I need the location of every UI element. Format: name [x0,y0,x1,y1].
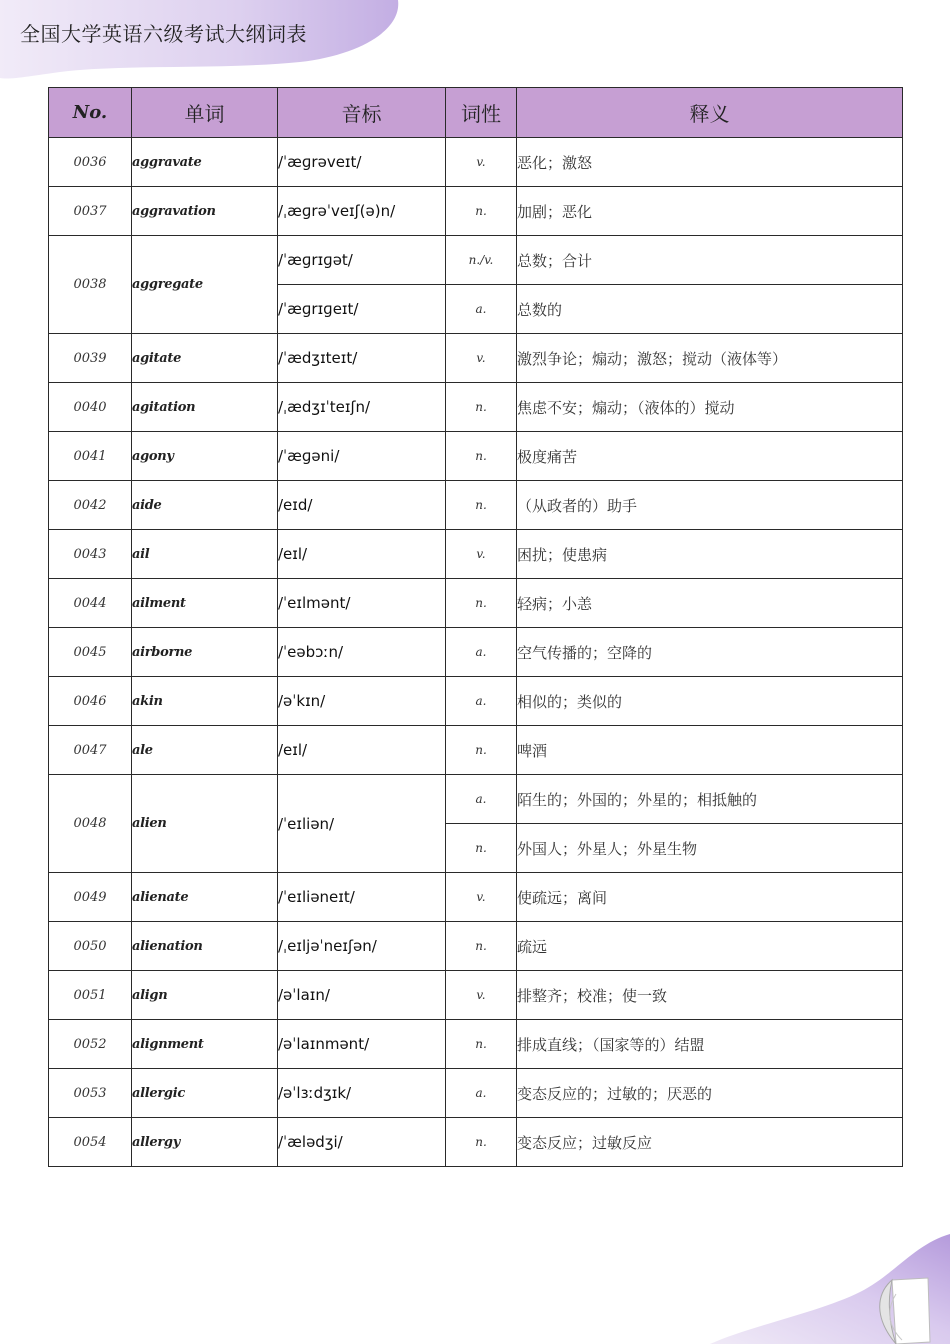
table-row [49,1020,903,1069]
entry-phonetic: /ˈæɡəni/ [278,432,446,481]
entry-meaning: 相似的；类似的 [517,677,903,726]
entry-phonetic: /əˈlaɪnmənt/ [278,1020,446,1069]
entry-number: 0048 [49,775,132,873]
table-row [49,628,903,677]
entry-word: alienation [132,922,278,971]
entry-phonetic: /əˈkɪn/ [278,677,446,726]
table-row [49,187,903,236]
entry-part-of-speech: n./v. [446,236,517,285]
entry-part-of-speech: n. [446,726,517,775]
entry-part-of-speech: n. [446,432,517,481]
table-row [49,481,903,530]
entry-word: aggravate [132,138,278,187]
entry-meaning: 排成直线；（国家等的）结盟 [517,1020,903,1069]
entry-number: 0053 [49,1069,132,1118]
entry-phonetic: /əˈlɜːdʒɪk/ [278,1069,446,1118]
entry-meaning: 啤酒 [517,726,903,775]
entry-number: 0044 [49,579,132,628]
entry-word: ail [132,530,278,579]
entry-meaning: 焦虑不安；煽动；（液体的）搅动 [517,383,903,432]
entry-number: 0039 [49,334,132,383]
entry-meaning: 极度痛苦 [517,432,903,481]
table-header-row [49,88,903,138]
entry-meaning: （从政者的）助手 [517,481,903,530]
entry-phonetic: /ˌeɪljəˈneɪʃən/ [278,922,446,971]
column-header-phonetic: 音标 [278,88,446,138]
entry-meaning: 轻病；小恙 [517,579,903,628]
entry-phonetic: /əˈlaɪn/ [278,971,446,1020]
table-row [49,236,903,285]
entry-phonetic: /ˌædʒɪˈteɪʃn/ [278,383,446,432]
entry-phonetic: /ˈeəbɔːn/ [278,628,446,677]
entry-number: 0051 [49,971,132,1020]
table-row [49,922,903,971]
column-header-word: 单词 [132,88,278,138]
entry-number: 0050 [49,922,132,971]
table-body [49,138,903,1167]
table-row [49,334,903,383]
entry-meaning: 总数；合计 [517,236,903,285]
entry-part-of-speech: n. [446,922,517,971]
entry-number: 0040 [49,383,132,432]
entry-meaning: 变态反应；过敏反应 [517,1118,903,1167]
column-header-no: No. [49,88,132,138]
entry-meaning: 激烈争论；煽动；激怒；搅动（液体等） [517,334,903,383]
column-header-meaning: 释义 [517,88,903,138]
table-row [49,1069,903,1118]
entry-number: 0038 [49,236,132,334]
entry-word: aide [132,481,278,530]
entry-part-of-speech: a. [446,285,517,334]
entry-part-of-speech: n. [446,579,517,628]
column-header-pos: 词性 [446,88,517,138]
table-row [49,432,903,481]
entry-meaning: 外国人；外星人；外星生物 [517,824,903,873]
entry-word: aggravation [132,187,278,236]
table-row [49,138,903,187]
table-row [49,579,903,628]
entry-meaning: 陌生的；外国的；外星的；相抵触的 [517,775,903,824]
entry-word: allergy [132,1118,278,1167]
entry-word: ailment [132,579,278,628]
entry-part-of-speech: n. [446,383,517,432]
entry-number: 0036 [49,138,132,187]
entry-part-of-speech: v. [446,138,517,187]
entry-meaning: 困扰；使患病 [517,530,903,579]
table-row [49,873,903,922]
entry-phonetic: /eɪd/ [278,481,446,530]
vocabulary-table [48,87,903,1167]
entry-part-of-speech: n. [446,187,517,236]
entry-phonetic: /ˌæɡrəˈveɪʃ(ə)n/ [278,187,446,236]
entry-part-of-speech: v. [446,873,517,922]
entry-word: align [132,971,278,1020]
entry-word: airborne [132,628,278,677]
entry-part-of-speech: n. [446,1118,517,1167]
entry-meaning: 空气传播的；空降的 [517,628,903,677]
table-row [49,1118,903,1167]
entry-meaning: 恶化；激怒 [517,138,903,187]
entry-meaning: 排整齐；校准；使一致 [517,971,903,1020]
entry-number: 0054 [49,1118,132,1167]
entry-part-of-speech: n. [446,824,517,873]
entry-part-of-speech: v. [446,530,517,579]
table-row [49,677,903,726]
entry-word: agitation [132,383,278,432]
entry-meaning: 总数的 [517,285,903,334]
entry-phonetic: /ˈæɡrɪɡeɪt/ [278,285,446,334]
entry-word: allergic [132,1069,278,1118]
entry-part-of-speech: v. [446,334,517,383]
entry-part-of-speech: a. [446,775,517,824]
entry-number: 0043 [49,530,132,579]
table-row [49,383,903,432]
entry-number: 0045 [49,628,132,677]
entry-number: 0042 [49,481,132,530]
corner-decoration-bottom-right [710,1234,950,1344]
entry-phonetic: /ˈæɡrəveɪt/ [278,138,446,187]
entry-phonetic: /ˈælədʒi/ [278,1118,446,1167]
entry-part-of-speech: a. [446,628,517,677]
entry-phonetic: /eɪl/ [278,530,446,579]
entry-number: 0049 [49,873,132,922]
entry-word: aggregate [132,236,278,334]
entry-phonetic: /ˈeɪlmənt/ [278,579,446,628]
table-row [49,530,903,579]
table-row [49,775,903,824]
entry-number: 0052 [49,1020,132,1069]
entry-number: 0046 [49,677,132,726]
entry-part-of-speech: a. [446,677,517,726]
entry-meaning: 疏远 [517,922,903,971]
entry-word: akin [132,677,278,726]
entry-part-of-speech: n. [446,1020,517,1069]
entry-phonetic: /ˈeɪliən/ [278,775,446,873]
entry-phonetic: /eɪl/ [278,726,446,775]
entry-number: 0041 [49,432,132,481]
entry-word: alienate [132,873,278,922]
entry-meaning: 变态反应的；过敏的；厌恶的 [517,1069,903,1118]
entry-phonetic: /ˈeɪliəneɪt/ [278,873,446,922]
table-row [49,971,903,1020]
entry-part-of-speech: v. [446,971,517,1020]
entry-word: agitate [132,334,278,383]
entry-phonetic: /ˈæɡrɪɡət/ [278,236,446,285]
entry-number: 0037 [49,187,132,236]
entry-word: alien [132,775,278,873]
entry-meaning: 加剧；恶化 [517,187,903,236]
entry-meaning: 使疏远；离间 [517,873,903,922]
entry-phonetic: /ˈædʒɪteɪt/ [278,334,446,383]
page-title: 全国大学英语六级考试大纲词表 [20,22,307,46]
entry-word: alignment [132,1020,278,1069]
entry-word: ale [132,726,278,775]
entry-part-of-speech: a. [446,1069,517,1118]
entry-part-of-speech: n. [446,481,517,530]
table-row [49,726,903,775]
entry-number: 0047 [49,726,132,775]
entry-word: agony [132,432,278,481]
